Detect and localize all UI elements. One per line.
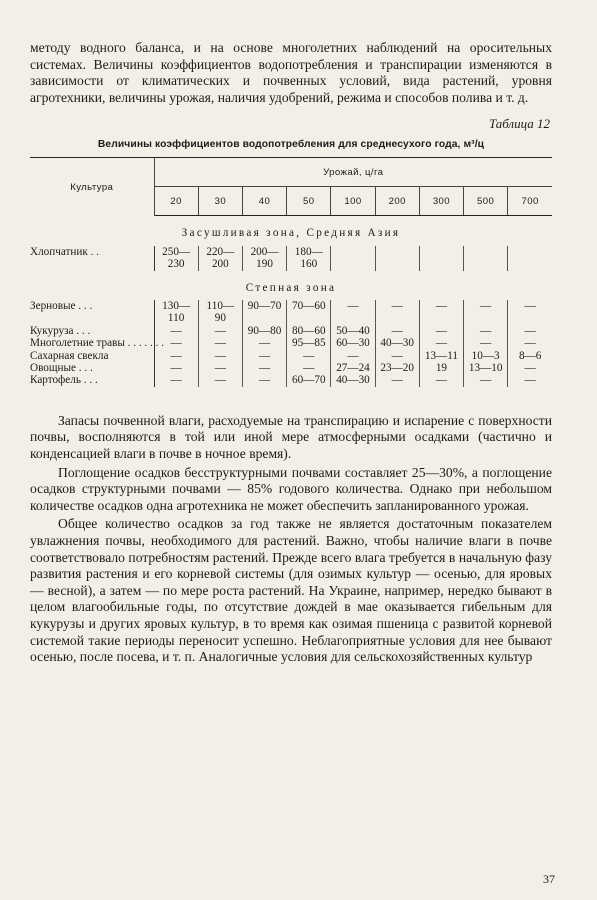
value-cell: —	[287, 350, 331, 362]
value-cell	[419, 246, 463, 271]
zone-title: Засушливая зона, Средняя Азия	[181, 227, 401, 240]
value-cell: 90—80	[242, 325, 286, 337]
value-cell: —	[154, 350, 198, 362]
value-cell: —	[242, 362, 286, 374]
value-cell: —	[508, 325, 552, 337]
yield-value-header: 700	[508, 187, 552, 216]
body-paragraph: Общее количество осадков за год также не является достаточным показателем увлажнения почвы, необходимого для растений. Важно, чтобы наличие влаги в почве соответствовало потребностям растений. Прежде всего влага требуется в начальную фазу развития растения и его корневой системы (для озимых культур — осенью, для яровых — весной), а затем — по мере роста растений. На Украине, например, нередко бывают в целом влагообильные годы, по отсутствие дождей в мае оказывается гибельным для кукурузы и других яровых культур, в то время как озимая пшеница с развитой корневой системой такие периоды переносит успешно. Неблагоприятные условия для нее бывают осенью, после посева, и т. п. Аналогичные условия для сельскохозяйственных культур	[30, 516, 552, 665]
value-cell: —	[464, 337, 508, 349]
value-cell: —	[198, 374, 242, 386]
zone2-section	[30, 271, 552, 387]
table-row	[30, 300, 552, 325]
value-cell: —	[242, 350, 286, 362]
value-cell: 95—85	[287, 337, 331, 349]
value-cell: —	[154, 374, 198, 386]
value-cell: 13—11	[419, 350, 463, 362]
yield-value-header: 300	[419, 187, 463, 216]
yield-value-header: 200	[375, 187, 419, 216]
yield-value-header: 100	[331, 187, 375, 216]
value-cell: —	[419, 325, 463, 337]
body-paragraph: Запасы почвенной влаги, расходуемые на транспирацию и испарение с поверхности почвы, восполняются в той или иной мере атмосферными осадками (частично и конденсацией влаги в почве в ночное время).	[30, 412, 552, 462]
intro-paragraph: методу водного баланса, и на основе многолетних наблюдений на оросительных системах. Величины коэффициентов водопотребления и транспирации изменяются в зависимости от климатических и почвенных условий, вида растений, уровня агротехники, величины урожая, наличия удобрений, режима и способов полива и т. д.	[30, 40, 552, 105]
value-cell	[331, 246, 375, 271]
value-cell: —	[419, 337, 463, 349]
value-cell: 80—60	[287, 325, 331, 337]
value-cell: —	[198, 350, 242, 362]
value-cell: 200— 190	[242, 246, 286, 271]
value-cell: 130— 110	[154, 300, 198, 325]
crop-column-header: Культура	[30, 158, 154, 216]
value-cell: —	[242, 374, 286, 386]
value-cell	[375, 246, 419, 271]
value-cell: 220— 200	[198, 246, 242, 271]
value-cell: —	[287, 362, 331, 374]
crop-name-cell: Многолетние травы . . . . . . .	[30, 337, 164, 350]
value-cell: 40—30	[331, 374, 375, 386]
value-cell: 70—60	[287, 300, 331, 325]
value-cell: 23—20	[375, 362, 419, 374]
yield-value-header: 20	[154, 187, 198, 216]
value-cell: 40—30	[375, 337, 419, 349]
value-cell: 60—70	[287, 374, 331, 386]
yield-value-header: 50	[287, 187, 331, 216]
yield-value-header: 500	[464, 187, 508, 216]
page	[30, 40, 552, 666]
table-row	[30, 362, 552, 374]
value-cell: —	[464, 325, 508, 337]
value-cell: —	[508, 337, 552, 349]
value-cell: 19	[419, 362, 463, 374]
value-cell: —	[242, 337, 286, 349]
value-cell: —	[154, 325, 198, 337]
crop-name-cell: Сахарная свекла	[30, 349, 109, 362]
body-paragraph: Поглощение осадков бесструктурными почвами составляет 25—30%, а поглощение осадков структурными почвами — 85% годового количества. Однако при небольшом количестве осадков одна агротехника не может обеспечить запланированного урожая.	[30, 464, 552, 513]
value-cell: 13—10	[464, 362, 508, 374]
yield-value-header: 30	[198, 187, 242, 216]
value-cell: —	[331, 300, 375, 325]
yield-column-header: Урожай, ц/га	[154, 158, 552, 187]
value-cell: 180— 160	[287, 246, 331, 271]
value-cell: —	[464, 374, 508, 386]
value-cell: —	[154, 337, 198, 349]
value-cell: —	[419, 374, 463, 386]
table-row	[30, 374, 552, 386]
value-cell: —	[375, 325, 419, 337]
value-cell: —	[508, 300, 552, 325]
value-cell: —	[375, 374, 419, 386]
value-cell: 90—70	[242, 300, 286, 325]
value-cell: —	[419, 300, 463, 325]
value-cell	[464, 246, 508, 271]
crop-name-cell: Картофель . . .	[30, 374, 98, 387]
value-cell: —	[198, 337, 242, 349]
value-cell: —	[375, 300, 419, 325]
value-cell	[508, 246, 552, 271]
crop-name-cell: Овощные . . .	[30, 362, 93, 375]
value-cell: —	[508, 374, 552, 386]
yield-value-header: 40	[242, 187, 286, 216]
zone-title: Степная зона	[245, 281, 337, 294]
crop-name-cell: Хлопчатник . .	[30, 245, 100, 258]
table-caption: Величины коэффициентов водопотребления для среднесухого года, м³/ц	[97, 139, 485, 151]
page-number: 37	[543, 872, 555, 886]
value-cell: —	[331, 350, 375, 362]
table-row	[30, 350, 552, 362]
table-row	[30, 246, 552, 271]
table-row	[30, 337, 552, 349]
value-cell: 27—24	[331, 362, 375, 374]
table-row	[30, 325, 552, 337]
crop-name-cell: Кукуруза . . .	[30, 324, 91, 337]
value-cell: —	[154, 362, 198, 374]
value-cell: —	[375, 350, 419, 362]
value-cell: 8—6	[508, 350, 552, 362]
value-cell: 60—30	[331, 337, 375, 349]
value-cell: —	[508, 362, 552, 374]
table-label: Таблица 12	[488, 116, 550, 132]
value-cell: 110— 90	[198, 300, 242, 325]
zone1-section	[30, 216, 552, 271]
value-cell: —	[198, 325, 242, 337]
coefficient-table	[30, 157, 552, 386]
value-cell: 10—3	[464, 350, 508, 362]
crop-name-cell: Зерновые . . .	[30, 300, 93, 312]
value-cell: 50—40	[331, 325, 375, 337]
value-cell: —	[464, 300, 508, 325]
value-cell: —	[198, 362, 242, 374]
value-cell: 250— 230	[154, 246, 198, 271]
